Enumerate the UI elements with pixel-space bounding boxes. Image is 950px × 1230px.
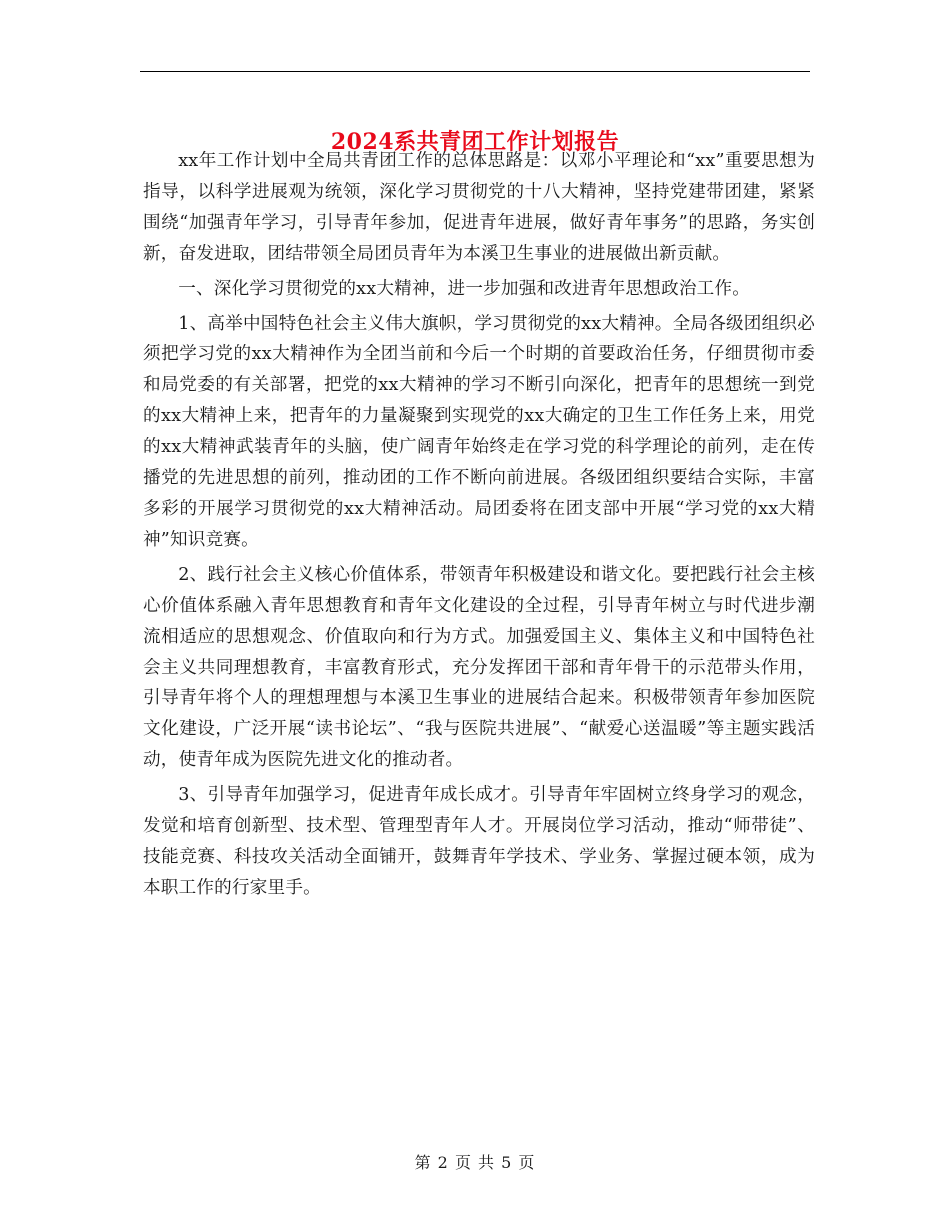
paragraph-item-2: 2、践行社会主义核心价值体系，带领青年积极建设和谐文化。要把践行社会主核心价值体系融入青年思想教育和青年文化建设的全过程，引导青年树立与时代进步潮流相适应的思想观念、价值取向和行为方式。加强爱国主义、集体主义和中国特色社会主义共同理想教育，丰富教育形式，充分发挥团干部和青年骨干的示范带头作用，引导青年将个人的理想理想与本溪卫生事业的进展结合起来。积极带领青年参加医院文化建设，广泛开展“读书论坛”、“我与医院共进展”、“献爱心送温暖”等主题实践活动，使青年成为医院先进文化的推动者。 [143, 564, 815, 771]
page-number-footer: 第 2 页 共 5 页 [414, 1153, 536, 1172]
paragraph-intro: xx年工作计划中全局共青团工作的总体思路是：以邓小平理论和“xx”重要思想为指导，以科学进展观为统领，深化学习贯彻党的十八大精神，坚持党建带团建，紧紧围绕“加强青年学习，引导青年参加，促进青年进展，做好青年事务”的思路，务实创新，奋发进取，团结带领全局团员青年为本溪卫生事业的进展做出新贡献。 [143, 151, 815, 264]
paragraph-item-3: 3、引导青年加强学习，促进青年成长成才。引导青年牢固树立终身学习的观念，发觉和培育创新型、技术型、管理型青年人才。开展岗位学习活动，推动“师带徒”、技能竞赛、科技攻关活动全面铺开，鼓舞青年学技术、学业务、掌握过硬本领，成为本职工作的行家里手。 [143, 785, 815, 898]
header-rule [140, 71, 810, 72]
paragraph-item-1: 1、高举中国特色社会主义伟大旗帜，学习贯彻党的xx大精神。全局各级团组织必须把学习党的xx大精神作为全团当前和今后一个时期的首要政治任务，仔细贯彻市委和局党委的有关部署，把党的xx大精神的学习不断引向深化，把青年的思想统一到党的xx大精神上来，把青年的力量凝聚到实现党的xx大确定的卫生工作任务上来，用党的xx大精神武装青年的头脑，使广阔青年始终走在学习党的科学理论的前列，走在传播党的先进思想的前列，推动团的工作不断向前进展。各级团组织要结合实际，丰富多彩的开展学习贯彻党的xx大精神活动。局团委将在团支部中开展“学习党的xx大精神”知识竞赛。 [143, 313, 815, 550]
document-body [143, 146, 815, 908]
document-title: 2024系共青团工作计划报告 [330, 128, 620, 155]
section-heading-1: 一、深化学习贯彻党的xx大精神，进一步加强和改进青年思想政治工作。 [178, 278, 751, 299]
